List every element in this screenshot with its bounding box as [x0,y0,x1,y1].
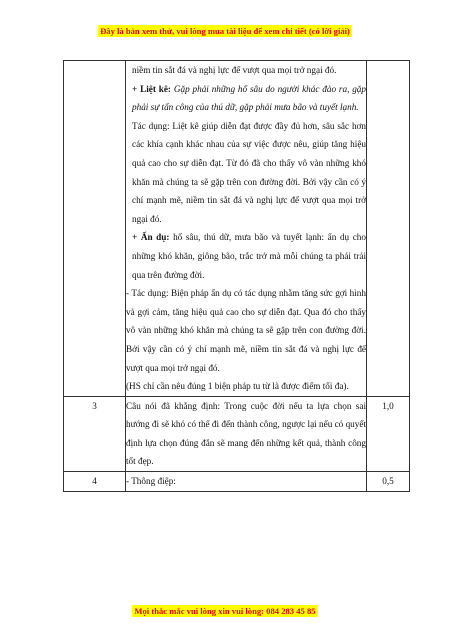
score-cell [367,61,410,397]
answer-text: - Thông điệp: [126,476,176,487]
table-row [64,396,410,471]
score-cell: 1,0 [367,396,410,471]
question-number-cell: 3 [64,396,126,471]
question-number-cell [64,61,126,397]
answer-text: Câu nói đã khẳng định: Trong cuộc đời nếu ta lựa chọn sai hướng đi sẽ khó có thể đi đến thành công, ngược lại nếu có quyết định lựa chọn đúng đắn sẽ mang đến những kết quả, thành công tốt đẹp. [126,400,366,467]
listing-label: + Liệt kê: [132,83,171,94]
question-number-cell: 4 [64,472,126,492]
table-row [64,61,410,397]
listing-text: Gặp phải những hố sâu do người khác đào ra, gặp phải sự tấn công của thú dữ, gặp phải mưa bão và tuyết lạnh. [132,83,366,113]
answer-content-cell [126,61,367,397]
metaphor-paragraph [126,228,366,284]
metaphor-text: hố sâu, thú dữ, mưa bão và tuyết lạnh: ẩn dụ cho những khó khăn, giông bão, trắc trở mà mỗi chúng ta phải trải qua trên đường đời. [132,232,366,280]
contact-banner-text: Mọi thắc mắc vui lòng xin vui lòng: 084 283 45 85 [134,606,316,616]
contact-banner [0,606,450,616]
listing-effect: Tác dụng: Liệt kê giúp diễn đạt được đầy đủ hơn, sâu sắc hơn các khía cạnh khác nhau của sự việc được nêu, giúp tăng hiệu quả cao cho sự diễn đạt. Từ đó đã cho thấy vô vàn những khó khăn mà chúng ta sẽ gặp trên con đường đời. Bởi vậy cần có ý chí mạnh mẽ, niềm tin sắt đá và nghị lực để vượt qua mọi trở ngại đó. [132,120,366,224]
listing-paragraph [126,80,366,117]
preview-banner [0,26,450,36]
preview-banner-text: Đây là bản xem thử, vui lòng mua tài liệu để xem chi tiết (có lời giải) [100,26,350,36]
answer-table [63,60,410,492]
answer-content-cell [126,472,367,492]
answer-content-cell [126,396,367,471]
metaphor-effect: - Tác dụng: Biện pháp ẩn dụ có tác dụng nhằm tăng sức gợi hình và gợi cảm, tăng hiệu quả cao cho sự diễn đạt. Qua đó cho thấy vô vàn những khó khăn mà chúng ta sẽ gặp trên con đường đời. Bởi vậy cần có ý chí mạnh mẽ, niềm tin sắt đá và nghị lực để vượt qua mọi trở ngại đó. [126,288,366,373]
metaphor-label: + Ẩn dụ: [132,232,170,243]
score-cell: 0,5 [367,472,410,492]
continued-text: niềm tin sắt đá và nghị lực để vượt qua mọi trở ngại đó. [132,65,337,75]
table-row [64,472,410,492]
scoring-note: (HS chỉ cần nêu đúng 1 biện pháp tu từ là được điểm tối đa). [126,381,349,392]
